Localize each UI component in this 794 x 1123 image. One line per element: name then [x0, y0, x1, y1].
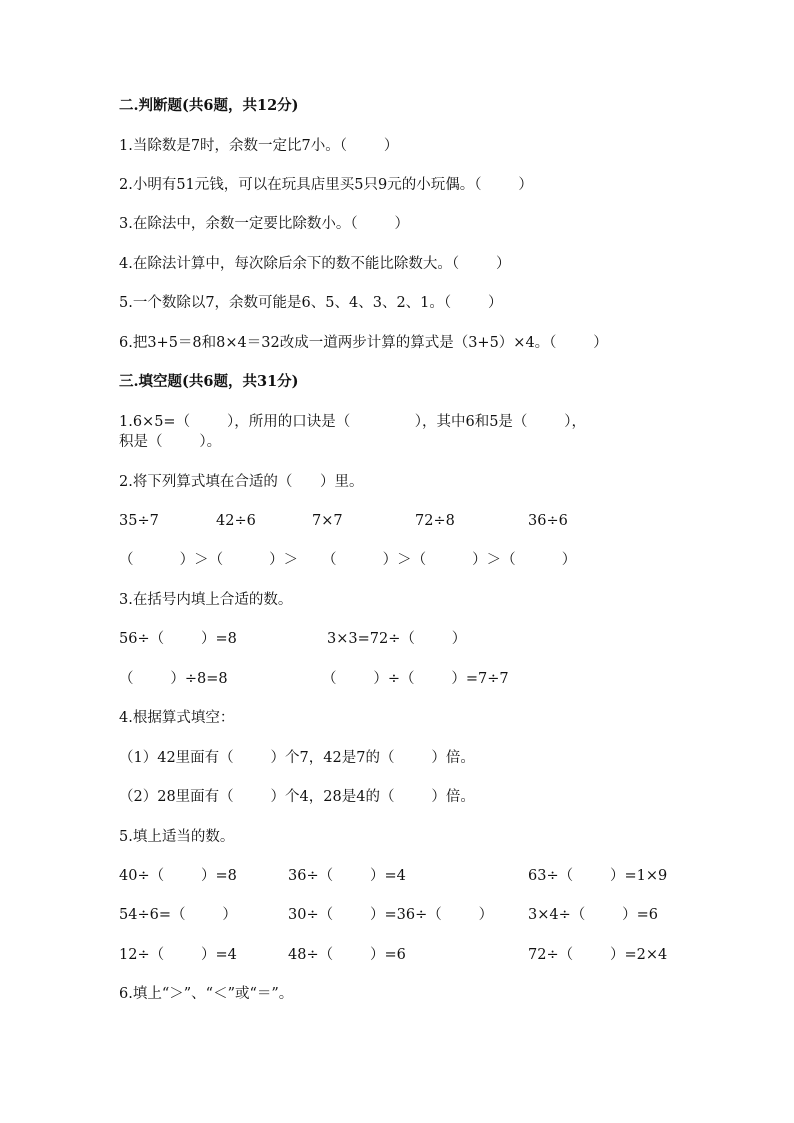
equation-blank: 63÷（ ）=1×9 [528, 868, 668, 884]
equation-blank: 3×4÷（ ）=6 [528, 907, 658, 923]
comparison-blanks: （ ）＞（ ）＞（ ） [322, 552, 577, 568]
fill-question-4: 4.根据算式填空： [119, 710, 235, 726]
equation-blank: 36÷（ ）=4 [288, 868, 406, 884]
expression: 36÷6 [528, 513, 568, 529]
fill-question-4-item-2: （2）28里面有（ ）个4，28是4的（ ）倍。 [119, 789, 475, 805]
expression: 72÷8 [415, 513, 455, 529]
fill-question-3: 3.在括号内填上合适的数。 [119, 592, 293, 608]
fill-question-6: 6.填上“＞”、“＜”或“＝”。 [119, 986, 294, 1002]
equation-blank: 12÷（ ）=4 [119, 947, 237, 963]
comparison-blanks: （ ）＞（ ）＞ [119, 552, 299, 568]
fill-question-1-line2: 积是（ ）。 [119, 434, 222, 450]
judge-question-1: 1.当除数是7时，余数一定比7小。（ ） [119, 138, 399, 154]
section3-title: 三.填空题(共6题，共31分) [119, 373, 299, 390]
fill-question-2: 2.将下列算式填在合适的（ ）里。 [119, 474, 364, 490]
expression: 35÷7 [119, 513, 159, 529]
judge-question-6: 6.把3+5＝8和8×4＝32改成一道两步计算的算式是（3+5）×4。（ ） [119, 335, 608, 351]
equation-blank: 3×3=72÷（ ） [327, 631, 467, 647]
equation-blank: 48÷（ ）=6 [288, 947, 406, 963]
judge-question-3: 3.在除法中，余数一定要比除数小。（ ） [119, 216, 409, 232]
equation-blank: 30÷（ ）=36÷（ ） [288, 907, 494, 923]
judge-question-2: 2.小明有51元钱，可以在玩具店里买5只9元的小玩偶。（ ） [119, 177, 533, 193]
equation-blank: （ ）÷8=8 [119, 671, 228, 687]
expression: 42÷6 [216, 513, 256, 529]
equation-blank: （ ）÷（ ）=7÷7 [322, 671, 509, 687]
section2-title: 二.判断题(共6题，共12分) [119, 97, 299, 114]
judge-question-5: 5.一个数除以7，余数可能是6、5、4、3、2、1。（ ） [119, 295, 503, 311]
equation-blank: 40÷（ ）=8 [119, 868, 237, 884]
fill-question-5: 5.填上适当的数。 [119, 829, 235, 845]
equation-blank: 72÷（ ）=2×4 [528, 947, 668, 963]
fill-question-4-item-1: （1）42里面有（ ）个7，42是7的（ ）倍。 [119, 750, 475, 766]
judge-question-4: 4.在除法计算中，每次除后余下的数不能比除数大。（ ） [119, 256, 511, 272]
equation-blank: 56÷（ ）=8 [119, 631, 237, 647]
expression: 7×7 [312, 513, 343, 529]
equation-blank: 54÷6=（ ） [119, 907, 237, 923]
fill-question-1-line1: 1.6×5=（ ），所用的口诀是（ ），其中6和5是（ ）， [119, 414, 587, 430]
